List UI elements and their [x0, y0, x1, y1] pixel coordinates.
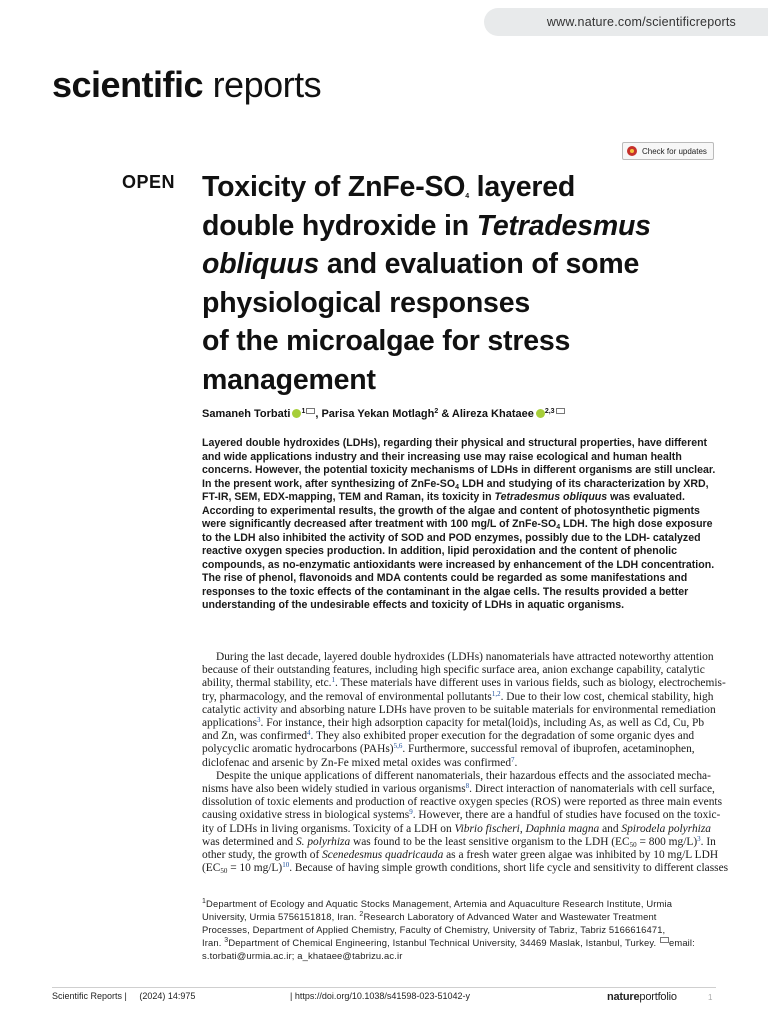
affiliation-text: University, Urmia 5756151818, Iran.: [202, 911, 360, 922]
body-text: as a fresh water green algae was inhibited by 10 mg/L LDH: [443, 849, 719, 862]
body-text: . However, there are a handful of studies have focused on the toxic-: [412, 809, 721, 822]
body-line: [202, 717, 716, 730]
body-italic: Scenedesmus quadricauda: [322, 849, 444, 862]
title-italic: Tetradesmus: [476, 209, 651, 242]
title-line-1: [202, 168, 722, 207]
abstract-subscript: 4: [556, 524, 561, 531]
body-italic: Spirodela polyrhiza: [621, 822, 711, 835]
body-text: . Furthermore, successful removal of ibuprofen, acetaminophen,: [402, 743, 695, 756]
affiliation-sup: 2: [359, 911, 364, 918]
body-line: [202, 849, 719, 862]
introduction-text: [202, 651, 729, 876]
footer-divider: [52, 987, 716, 988]
body-line: [202, 861, 729, 876]
body-subscript: 50: [629, 840, 637, 849]
reference-link[interactable]: 1,2: [491, 689, 501, 698]
reference-link[interactable]: 5,6: [393, 742, 403, 751]
author-affiliation-sup: 2: [434, 408, 439, 415]
abstract-line: and wide applications industry and their increasing use may raise ecological and human health: [202, 450, 682, 463]
affiliation-sup: 3: [224, 937, 229, 944]
abstract-line: responses to the toxic effects of the contaminant in the algae cells. The results provided a better: [202, 585, 689, 598]
email-icon: [660, 937, 669, 943]
affiliation-line: [202, 897, 718, 910]
affiliation-text: Department of Ecology and Aquatic Stocks Management, Artemia and Aquaculture Research Institute, Urmia: [206, 898, 673, 909]
body-italic: S. polyrhiza: [295, 835, 351, 848]
title-line-5: of the microalgae for stress: [202, 325, 571, 357]
body-text: was found to be the least sensitive organism to the LDH (EC: [350, 835, 630, 848]
body-text: and: [599, 822, 622, 835]
footer-citation: [52, 991, 195, 1001]
journal-title-regular: reports: [203, 64, 322, 105]
abstract-line: concerns. However, the potential toxicity mechanisms of LDHs in different organisms are still unclear.: [202, 464, 716, 476]
reference-link[interactable]: 9: [409, 808, 413, 817]
abstract-text: FT-IR, SEM, EDX-mapping, TEM and Raman, its toxicity in: [202, 491, 495, 503]
abstract-text: were significantly decreased after treatment with 100 mg/L of ZnFe-SO: [202, 518, 557, 530]
body-text: . Due to their low cost, chemical stability, high: [500, 690, 714, 703]
author-affiliation-sup: 1: [301, 408, 306, 415]
affiliation-line: [202, 910, 718, 923]
title-text: layered: [468, 171, 576, 203]
open-access-label: OPEN: [122, 172, 176, 192]
body-line: During the last decade, layered double hydroxides (LDHs) nanomaterials have attracted noteworthy attention: [216, 651, 714, 663]
journal-url[interactable]: www.nature.com/scientificreports: [546, 15, 736, 29]
body-text: nisms have also been widely studied in various organisms: [202, 783, 466, 796]
body-line: dissolution of toxic elements and production of reactive oxygen species (ROS) were reported as three main events: [202, 796, 723, 809]
journal-title: [52, 64, 321, 106]
title-text: and evaluation of some: [319, 248, 640, 280]
affiliation-sup: 1: [202, 898, 207, 905]
author-affiliation-sup: 2,3: [544, 408, 555, 415]
contact-emails[interactable]: s.torbati@urmia.ac.ir; a_khataee@tabrizu.ac.ir: [202, 950, 403, 961]
body-text: ability, thermal stability, etc.: [202, 677, 332, 690]
body-line: [202, 836, 716, 849]
body-text: . In: [700, 835, 716, 848]
check-for-updates-label: Check for updates: [642, 146, 707, 156]
body-text: causing oxidative stress in biological systems: [202, 809, 410, 822]
body-line: [202, 808, 721, 822]
title-line-3: [202, 245, 722, 284]
abstract-line: [202, 491, 718, 505]
body-text: . For instance, their high adsorption capacity for metal(loid)s, including As, as well as Cd, Cu, Pb: [260, 717, 705, 730]
affiliation-text: Research Laboratory of Advanced Water and Wastewater Treatment: [363, 911, 657, 922]
reference-link[interactable]: 4: [307, 729, 311, 738]
body-line: [202, 743, 716, 756]
affiliation-text: Department of Chemical Engineering, Istanbul Technical University, 34469 Maslak, Istanbul, Turkey.: [228, 937, 659, 948]
body-subscript: 50: [220, 867, 228, 876]
crossmark-icon: [627, 146, 637, 156]
abstract-italic: Tetradesmus obliquus: [494, 491, 608, 503]
affiliations: [202, 897, 718, 962]
author-list: [202, 408, 565, 420]
body-line: because of their outstanding features, including high specific surface area, anion exchange capability, catalytic: [202, 664, 705, 677]
body-line: [202, 730, 716, 743]
abstract-line: reactive oxygen species production. In addition, lipid peroxidation and the content of phenolic: [202, 545, 678, 557]
body-text: ,: [519, 822, 526, 835]
abstract-line: understanding of the undesirable effects and toxicity of LDHs in aquatic organisms.: [202, 599, 625, 611]
body-text: other study, the growth of: [202, 849, 323, 862]
url-bar: [484, 8, 768, 36]
footer-journal: Scientific Reports |: [52, 991, 127, 1001]
affiliation-line: Processes, Department of Applied Chemistry, Faculty of Chemistry, University of Tabriz, Tabriz 5166616471,: [202, 924, 666, 935]
title-text: double hydroxide in: [202, 209, 477, 242]
reference-link[interactable]: 10: [282, 861, 290, 870]
abstract: [202, 437, 718, 613]
body-text: .: [514, 756, 518, 769]
author-name[interactable]: , Parisa Yekan Motlagh: [315, 408, 435, 420]
body-text: = 10 mg/L): [227, 862, 283, 875]
abstract-text: LDH. The high dose exposure: [560, 518, 713, 530]
body-italic: Daphnia magna: [525, 822, 600, 835]
title-line-6: management: [202, 363, 376, 396]
author-name[interactable]: & Alireza Khataee: [438, 408, 534, 420]
footer-doi[interactable]: | https://doi.org/10.1038/s41598-023-51042-y: [290, 991, 470, 1001]
body-text: was determined and: [202, 835, 296, 848]
body-text: . They also exhibited proper execution for the degradation of some organic dyes and: [310, 730, 695, 743]
title-subscript: 4: [465, 193, 469, 200]
title-line-2: [202, 207, 722, 246]
body-italic: Vibrio fischeri: [454, 822, 520, 835]
orcid-icon[interactable]: [536, 409, 545, 418]
title-line-4: physiological responses: [202, 286, 531, 319]
body-line: [202, 783, 716, 796]
abstract-line: According to experimental results, the growth of the algae and content of photosynthetic pigments: [202, 504, 700, 517]
publisher-logo: [607, 991, 677, 1003]
body-text: (EC: [202, 862, 221, 875]
abstract-line: to the LDH also inhibited the activity of SOD and POD enzymes, possibly due to the LDH- catalyzed: [202, 531, 701, 544]
body-text: . These materials have different uses in various fields, such as biology, electrochemis-: [334, 677, 726, 690]
body-text: polycyclic aromatic hydrocarbons (PAHs): [202, 743, 394, 756]
body-line: [202, 691, 716, 704]
reference-link[interactable]: 7: [511, 755, 515, 764]
reference-link[interactable]: 3: [697, 834, 701, 843]
abstract-line: The rise of phenol, flavonoids and MDA contents could be regarded as some manifestations and: [202, 572, 688, 584]
abstract-line: [202, 518, 718, 532]
check-for-updates-button[interactable]: [622, 142, 714, 160]
body-text: try, pharmacology, and the removal of environmental pollutants: [202, 690, 492, 703]
journal-title-bold: scientific: [52, 64, 204, 105]
abstract-line: [202, 478, 718, 492]
body-text: ity of LDHs in living organisms. Toxicity of a LDH on: [202, 822, 455, 835]
reference-link[interactable]: 1: [331, 676, 335, 685]
title-italic: obliquus: [202, 248, 320, 280]
affiliation-text: email:: [669, 937, 695, 948]
affiliation-text: Iran.: [202, 937, 225, 948]
reference-link[interactable]: 3: [257, 716, 261, 725]
abstract-subscript: 4: [455, 483, 460, 491]
body-text: . Because of having simple growth conditions, short life cycle and sensitivity to different classes: [289, 862, 729, 875]
abstract-text: In the present work, after synthesizing of ZnFe-SO: [202, 477, 456, 490]
publisher-regular: portfolio: [639, 991, 677, 1003]
body-text: diclofenac and arsenic by Zn-Fe mixed metal oxides was confirmed: [202, 756, 512, 769]
body-text: applications: [202, 717, 258, 730]
body-line: [202, 757, 716, 770]
body-line: catalytic activity and absorbing nature LDHs have proven to be suitable materials for environmental remediation: [202, 703, 716, 716]
affiliation-line: [202, 936, 718, 949]
body-line: [202, 676, 726, 690]
footer-volume: (2024) 14:975: [139, 991, 196, 1001]
body-text: = 800 mg/L): [636, 835, 698, 848]
email-icon[interactable]: [306, 408, 315, 414]
article-title: [202, 168, 722, 399]
body-line: [202, 823, 716, 836]
abstract-text: LDH and studying of its characterization by XRD,: [459, 477, 709, 490]
reference-link[interactable]: 8: [465, 782, 470, 791]
body-text: . Direct interaction of nanomaterials with cell surface,: [469, 783, 715, 796]
email-icon[interactable]: [556, 408, 565, 414]
title-text: Toxicity of ZnFe-SO: [202, 171, 466, 203]
abstract-text: was evaluated.: [607, 491, 685, 503]
abstract-line: compounds, as no-enzymatic antioxidants were increased by enhancement of the LDH concentration.: [202, 558, 715, 571]
publisher-bold: nature: [607, 991, 640, 1003]
author-name[interactable]: Samaneh Torbati: [202, 408, 291, 420]
body-text: and Zn, was confirmed: [202, 730, 308, 743]
body-line: Despite the unique applications of different nanomaterials, their hazardous effects and the associated mecha-: [216, 769, 711, 782]
page-number: 1: [708, 993, 713, 1002]
abstract-line: Layered double hydroxides (LDHs), regarding their physical and structural properties, have different: [202, 437, 708, 449]
